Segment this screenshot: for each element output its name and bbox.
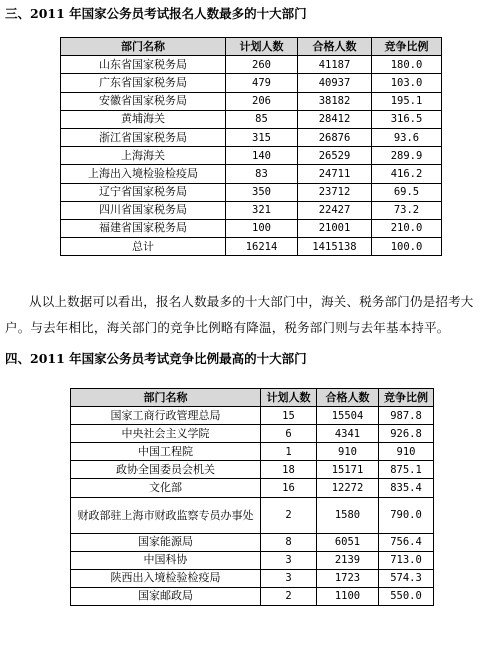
table-row: [71, 533, 434, 551]
department-cell: 广东省国家税务局: [61, 74, 226, 92]
ratio-cell: 289.9: [372, 147, 442, 165]
qualified-count-cell: 28412: [298, 110, 372, 128]
ratio-cell: 987.8: [379, 407, 434, 425]
department-cell: 总计: [61, 238, 226, 256]
qualified-count-cell: 1415138: [298, 238, 372, 256]
qualified-count-cell: 6051: [317, 533, 379, 551]
section-4-heading: 四、2011 年国家公务员考试竞争比例最高的十大部门: [5, 351, 307, 366]
department-cell: 政协全国委员会机关: [71, 461, 261, 479]
planned-count-cell: 18: [261, 461, 317, 479]
ratio-cell: 316.5: [372, 110, 442, 128]
ratio-cell: 756.4: [379, 533, 434, 551]
ratio-cell: 103.0: [372, 74, 442, 92]
qualified-count-cell: 26876: [298, 128, 372, 146]
department-cell: 国家工商行政管理总局: [71, 407, 261, 425]
table-row: [71, 461, 434, 479]
qualified-count-cell: 40937: [298, 74, 372, 92]
ratio-cell: 713.0: [379, 551, 434, 569]
column-header: 合格人数: [298, 38, 372, 56]
ratio-cell: 926.8: [379, 425, 434, 443]
table-row: [71, 497, 434, 533]
table-row: [61, 92, 442, 110]
table-row: [61, 183, 442, 201]
table-row: [61, 201, 442, 219]
planned-count-cell: 479: [226, 74, 298, 92]
table-row: [71, 569, 434, 587]
qualified-count-cell: 1723: [317, 569, 379, 587]
qualified-count-cell: 15171: [317, 461, 379, 479]
planned-count-cell: 2: [261, 497, 317, 533]
planned-count-cell: 83: [226, 165, 298, 183]
table-row: [61, 165, 442, 183]
qualified-count-cell: 4341: [317, 425, 379, 443]
qualified-count-cell: 15504: [317, 407, 379, 425]
qualified-count-cell: 22427: [298, 201, 372, 219]
qualified-count-cell: 2139: [317, 551, 379, 569]
table-header-row: [71, 389, 434, 407]
table-row: [61, 128, 442, 146]
table-row: [71, 425, 434, 443]
planned-count-cell: 16: [261, 479, 317, 497]
qualified-count-cell: 12272: [317, 479, 379, 497]
department-cell: 上海出入境检验检疫局: [61, 165, 226, 183]
department-cell: 中国科协: [71, 551, 261, 569]
ratio-cell: 910: [379, 443, 434, 461]
top-competition-table: [70, 388, 434, 606]
column-header: 竞争比例: [372, 38, 442, 56]
table-row: [61, 74, 442, 92]
ratio-cell: 790.0: [379, 497, 434, 533]
qualified-count-cell: 21001: [298, 219, 372, 237]
department-cell: 国家能源局: [71, 533, 261, 551]
ratio-cell: 574.3: [379, 569, 434, 587]
ratio-cell: 69.5: [372, 183, 442, 201]
ratio-cell: 875.1: [379, 461, 434, 479]
column-header: 部门名称: [61, 38, 226, 56]
table-row: [71, 587, 434, 605]
table-row: [61, 238, 442, 256]
planned-count-cell: 315: [226, 128, 298, 146]
qualified-count-cell: 24711: [298, 165, 372, 183]
planned-count-cell: 206: [226, 92, 298, 110]
department-cell: 黄埔海关: [61, 110, 226, 128]
planned-count-cell: 15: [261, 407, 317, 425]
ratio-cell: 100.0: [372, 238, 442, 256]
qualified-count-cell: 38182: [298, 92, 372, 110]
ratio-cell: 210.0: [372, 219, 442, 237]
table-row: [71, 407, 434, 425]
column-header: 计划人数: [226, 38, 298, 56]
table-row: [71, 551, 434, 569]
department-cell: 山东省国家税务局: [61, 56, 226, 74]
planned-count-cell: 3: [261, 569, 317, 587]
table-header-row: [61, 38, 442, 56]
department-cell: 上海海关: [61, 147, 226, 165]
ratio-cell: 195.1: [372, 92, 442, 110]
column-header: 部门名称: [71, 389, 261, 407]
department-cell: 浙江省国家税务局: [61, 128, 226, 146]
department-cell: 陕西出入境检验检疫局: [71, 569, 261, 587]
planned-count-cell: 140: [226, 147, 298, 165]
planned-count-cell: 100: [226, 219, 298, 237]
column-header: 计划人数: [261, 389, 317, 407]
analysis-paragraph: 从以上数据可以看出，报名人数最多的十大部门中，海关、税务部门仍是招考大户。与去年相比，海关部门的竞争比例略有降温，税务部门则与去年基本持平。: [5, 294, 474, 335]
qualified-count-cell: 910: [317, 443, 379, 461]
qualified-count-cell: 23712: [298, 183, 372, 201]
ratio-cell: 416.2: [372, 165, 442, 183]
department-cell: 福建省国家税务局: [61, 219, 226, 237]
table-row: [71, 443, 434, 461]
department-cell: 四川省国家税务局: [61, 201, 226, 219]
planned-count-cell: 8: [261, 533, 317, 551]
department-cell: 中央社会主义学院: [71, 425, 261, 443]
qualified-count-cell: 1580: [317, 497, 379, 533]
planned-count-cell: 350: [226, 183, 298, 201]
planned-count-cell: 85: [226, 110, 298, 128]
table-row: [61, 219, 442, 237]
ratio-cell: 835.4: [379, 479, 434, 497]
planned-count-cell: 321: [226, 201, 298, 219]
column-header: 合格人数: [317, 389, 379, 407]
planned-count-cell: 6: [261, 425, 317, 443]
qualified-count-cell: 1100: [317, 587, 379, 605]
planned-count-cell: 2: [261, 587, 317, 605]
qualified-count-cell: 41187: [298, 56, 372, 74]
ratio-cell: 180.0: [372, 56, 442, 74]
table-row: [61, 56, 442, 74]
department-cell: 财政部驻上海市财政监察专员办事处: [71, 497, 261, 533]
qualified-count-cell: 26529: [298, 147, 372, 165]
planned-count-cell: 16214: [226, 238, 298, 256]
section-3-heading: 三、2011 年国家公务员考试报名人数最多的十大部门: [5, 6, 307, 21]
planned-count-cell: 3: [261, 551, 317, 569]
column-header: 竞争比例: [379, 389, 434, 407]
ratio-cell: 550.0: [379, 587, 434, 605]
department-cell: 国家邮政局: [71, 587, 261, 605]
top-applicants-table: [60, 37, 442, 256]
planned-count-cell: 1: [261, 443, 317, 461]
department-cell: 中国工程院: [71, 443, 261, 461]
planned-count-cell: 260: [226, 56, 298, 74]
ratio-cell: 93.6: [372, 128, 442, 146]
department-cell: 辽宁省国家税务局: [61, 183, 226, 201]
department-cell: 文化部: [71, 479, 261, 497]
department-cell: 安徽省国家税务局: [61, 92, 226, 110]
table-row: [71, 479, 434, 497]
table-row: [61, 147, 442, 165]
table-row: [61, 110, 442, 128]
ratio-cell: 73.2: [372, 201, 442, 219]
